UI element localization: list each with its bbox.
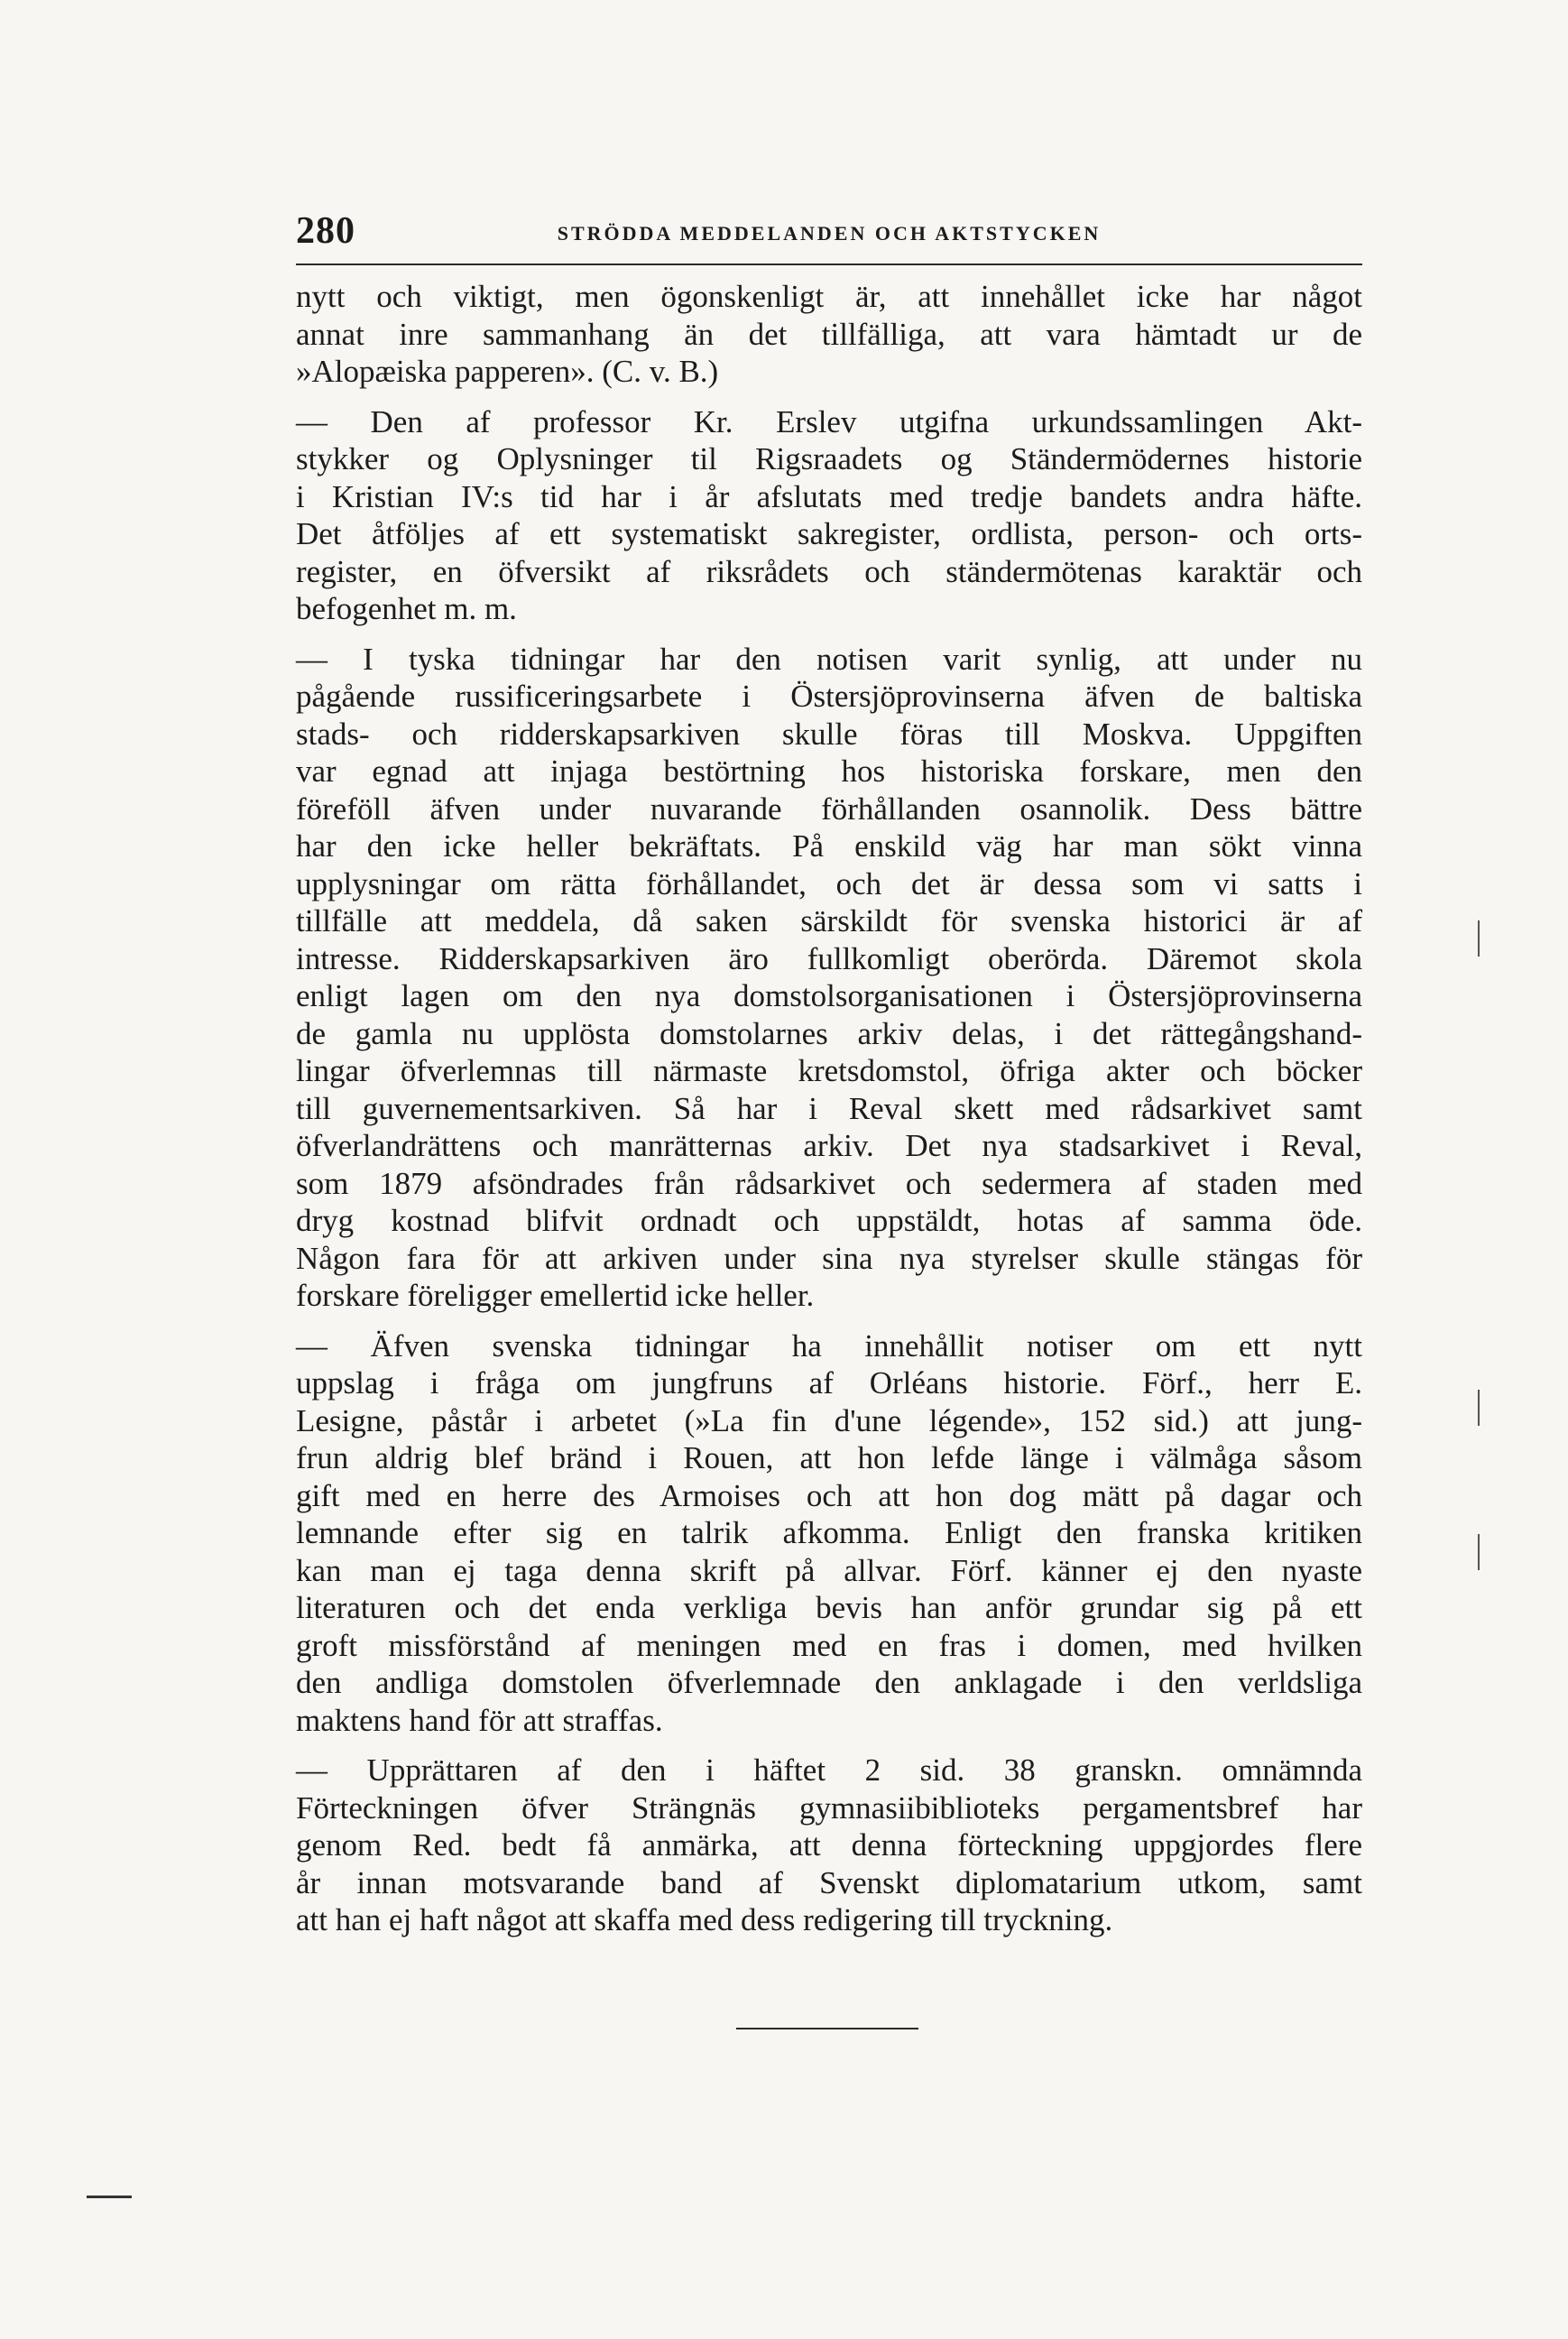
text-line: — Upprättaren af den i häftet 2 sid. 38 granskn. omnämnda <box>296 1752 1362 1788</box>
body-text <box>296 278 1362 1939</box>
text-line: till guvernementsarkiven. Så har i Reval skett med rådsarkivet samt <box>296 1090 1362 1126</box>
text-line: stykker og Oplysninger til Rigsraadets og Ständermödernes historie <box>296 441 1362 476</box>
text-line: register, en öfversikt af riksrådets och ständermötenas karaktär och <box>296 553 1362 589</box>
paragraph <box>296 641 1362 1315</box>
text-line: »Alopæiska papperen». (C. v. B.) <box>296 354 719 389</box>
text-line: lingar öfverlemnas till närmaste kretsdomstol, öfriga akter och böcker <box>296 1053 1362 1088</box>
text-line: intresse. Ridderskapsarkiven äro fullkomligt oberörda. Däremot skola <box>296 940 1362 976</box>
text-line: som 1879 afsöndrades från rådsarkivet och sedermera af staden med <box>296 1165 1362 1201</box>
paragraph <box>296 403 1362 628</box>
running-head: STRÖDDA MEDDELANDEN OCH AKTSTYCKEN <box>557 222 1102 245</box>
margin-tick <box>1478 920 1480 957</box>
text-line: de gamla nu upplösta domstolarnes arkiv delas, i det rättegångshand- <box>296 1015 1362 1051</box>
text-line: den andliga domstolen öfverlemnade den anklagade i den verldsliga <box>296 1665 1362 1700</box>
text-line: befogenhet m. m. <box>296 591 517 626</box>
text-line: enligt lagen om den nya domstolsorganisationen i Östersjöprovinserna <box>296 978 1362 1013</box>
text-line: nytt och viktigt, men ögonskenligt är, att innehållet icke har något <box>296 279 1362 314</box>
margin-mark <box>87 2196 132 2198</box>
paragraph <box>296 1327 1362 1740</box>
text-line: forskare föreligger emellertid icke heller. <box>296 1278 815 1313</box>
text-line: Förteckningen öfver Strängnäs gymnasiibiblioteks pergamentsbref har <box>296 1789 1362 1826</box>
text-line: frun aldrig blef bränd i Rouen, att hon lefde länge i välmåga såsom <box>296 1440 1362 1475</box>
text-line: maktens hand för att straffas. <box>296 1702 663 1738</box>
page-header <box>296 209 1362 265</box>
text-line: gift med en herre des Armoises och att hon dog mätt på dagar och <box>296 1477 1362 1513</box>
text-line: dryg kostnad blifvit ordnadt och uppstäldt, hotas af samma öde. <box>296 1203 1362 1238</box>
text-line: var egnad att injaga bestörtning hos historiska forskare, men den <box>296 753 1362 789</box>
paragraph <box>296 278 1362 391</box>
paragraph <box>296 1752 1362 1939</box>
text-line: groft missförstånd af meningen med en fras i domen, med hvilken <box>296 1627 1362 1663</box>
text-line: år innan motsvarande band af Svenskt diplomatarium utkom, samt <box>296 1864 1362 1900</box>
text-line: har den icke heller bekräftats. På enskild väg har man sökt vinna <box>296 828 1362 864</box>
page-number: 280 <box>296 210 355 252</box>
text-line: pågående russificeringsarbete i Östersjöprovinserna äfven de baltiska <box>296 679 1362 714</box>
text-line: stads- och ridderskapsarkiven skulle föras till Moskva. Uppgiften <box>296 716 1362 752</box>
text-line: — I tyska tidningar har den notisen varit synlig, att under nu <box>296 641 1362 677</box>
margin-tick <box>1478 1534 1480 1570</box>
text-line: — Äfven svenska tidningar ha innehållit notiser om ett nytt <box>296 1327 1362 1364</box>
text-line: kan man ej taga denna skrift på allvar. Förf. känner ej den nyaste <box>296 1552 1362 1588</box>
end-rule <box>736 2028 918 2029</box>
text-line: lemnande efter sig en talrik afkomma. Enligt den franska kritiken <box>296 1515 1362 1550</box>
text-line: uppslag i fråga om jungfruns af Orléans historie. Förf., herr E. <box>296 1365 1362 1401</box>
text-line: genom Red. bedt få anmärka, att denna förteckning uppgjordes flere <box>296 1827 1362 1863</box>
text-line: öfverlandrättens och manrätternas arkiv. Det nya stadsarkivet i Reval, <box>296 1128 1362 1163</box>
text-line: literaturen och det enda verkliga bevis han anför grundar sig på ett <box>296 1590 1362 1625</box>
text-line: föreföll äfven under nuvarande förhållanden osannolik. Dess bättre <box>296 790 1362 827</box>
text-line: i Kristian IV:s tid har i år afslutats med tredje bandets andra häfte. <box>296 478 1362 514</box>
text-line: tillfälle att meddela, då saken särskildt för svenska historici är af <box>296 903 1362 938</box>
text-line: upplysningar om rätta förhållandet, och det är dessa som vi satts i <box>296 865 1362 901</box>
text-line: att han ej haft något att skaffa med dess redigering till tryckning. <box>296 1902 1113 1937</box>
margin-tick <box>1478 1390 1480 1426</box>
text-line: Lesigne, påstår i arbetet (»La fin d'une légende», 152 sid.) att jung- <box>296 1402 1362 1438</box>
text-line: Någon fara för att arkiven under sina nya styrelser skulle stängas för <box>296 1240 1362 1276</box>
text-line: Det åtföljes af ett systematiskt sakregister, ordlista, person- och orts- <box>296 516 1362 551</box>
text-line: annat inre sammanhang än det tillfälliga, att vara hämtadt ur de <box>296 316 1362 352</box>
text-line: — Den af professor Kr. Erslev utgifna urkundssamlingen Akt- <box>296 403 1362 439</box>
